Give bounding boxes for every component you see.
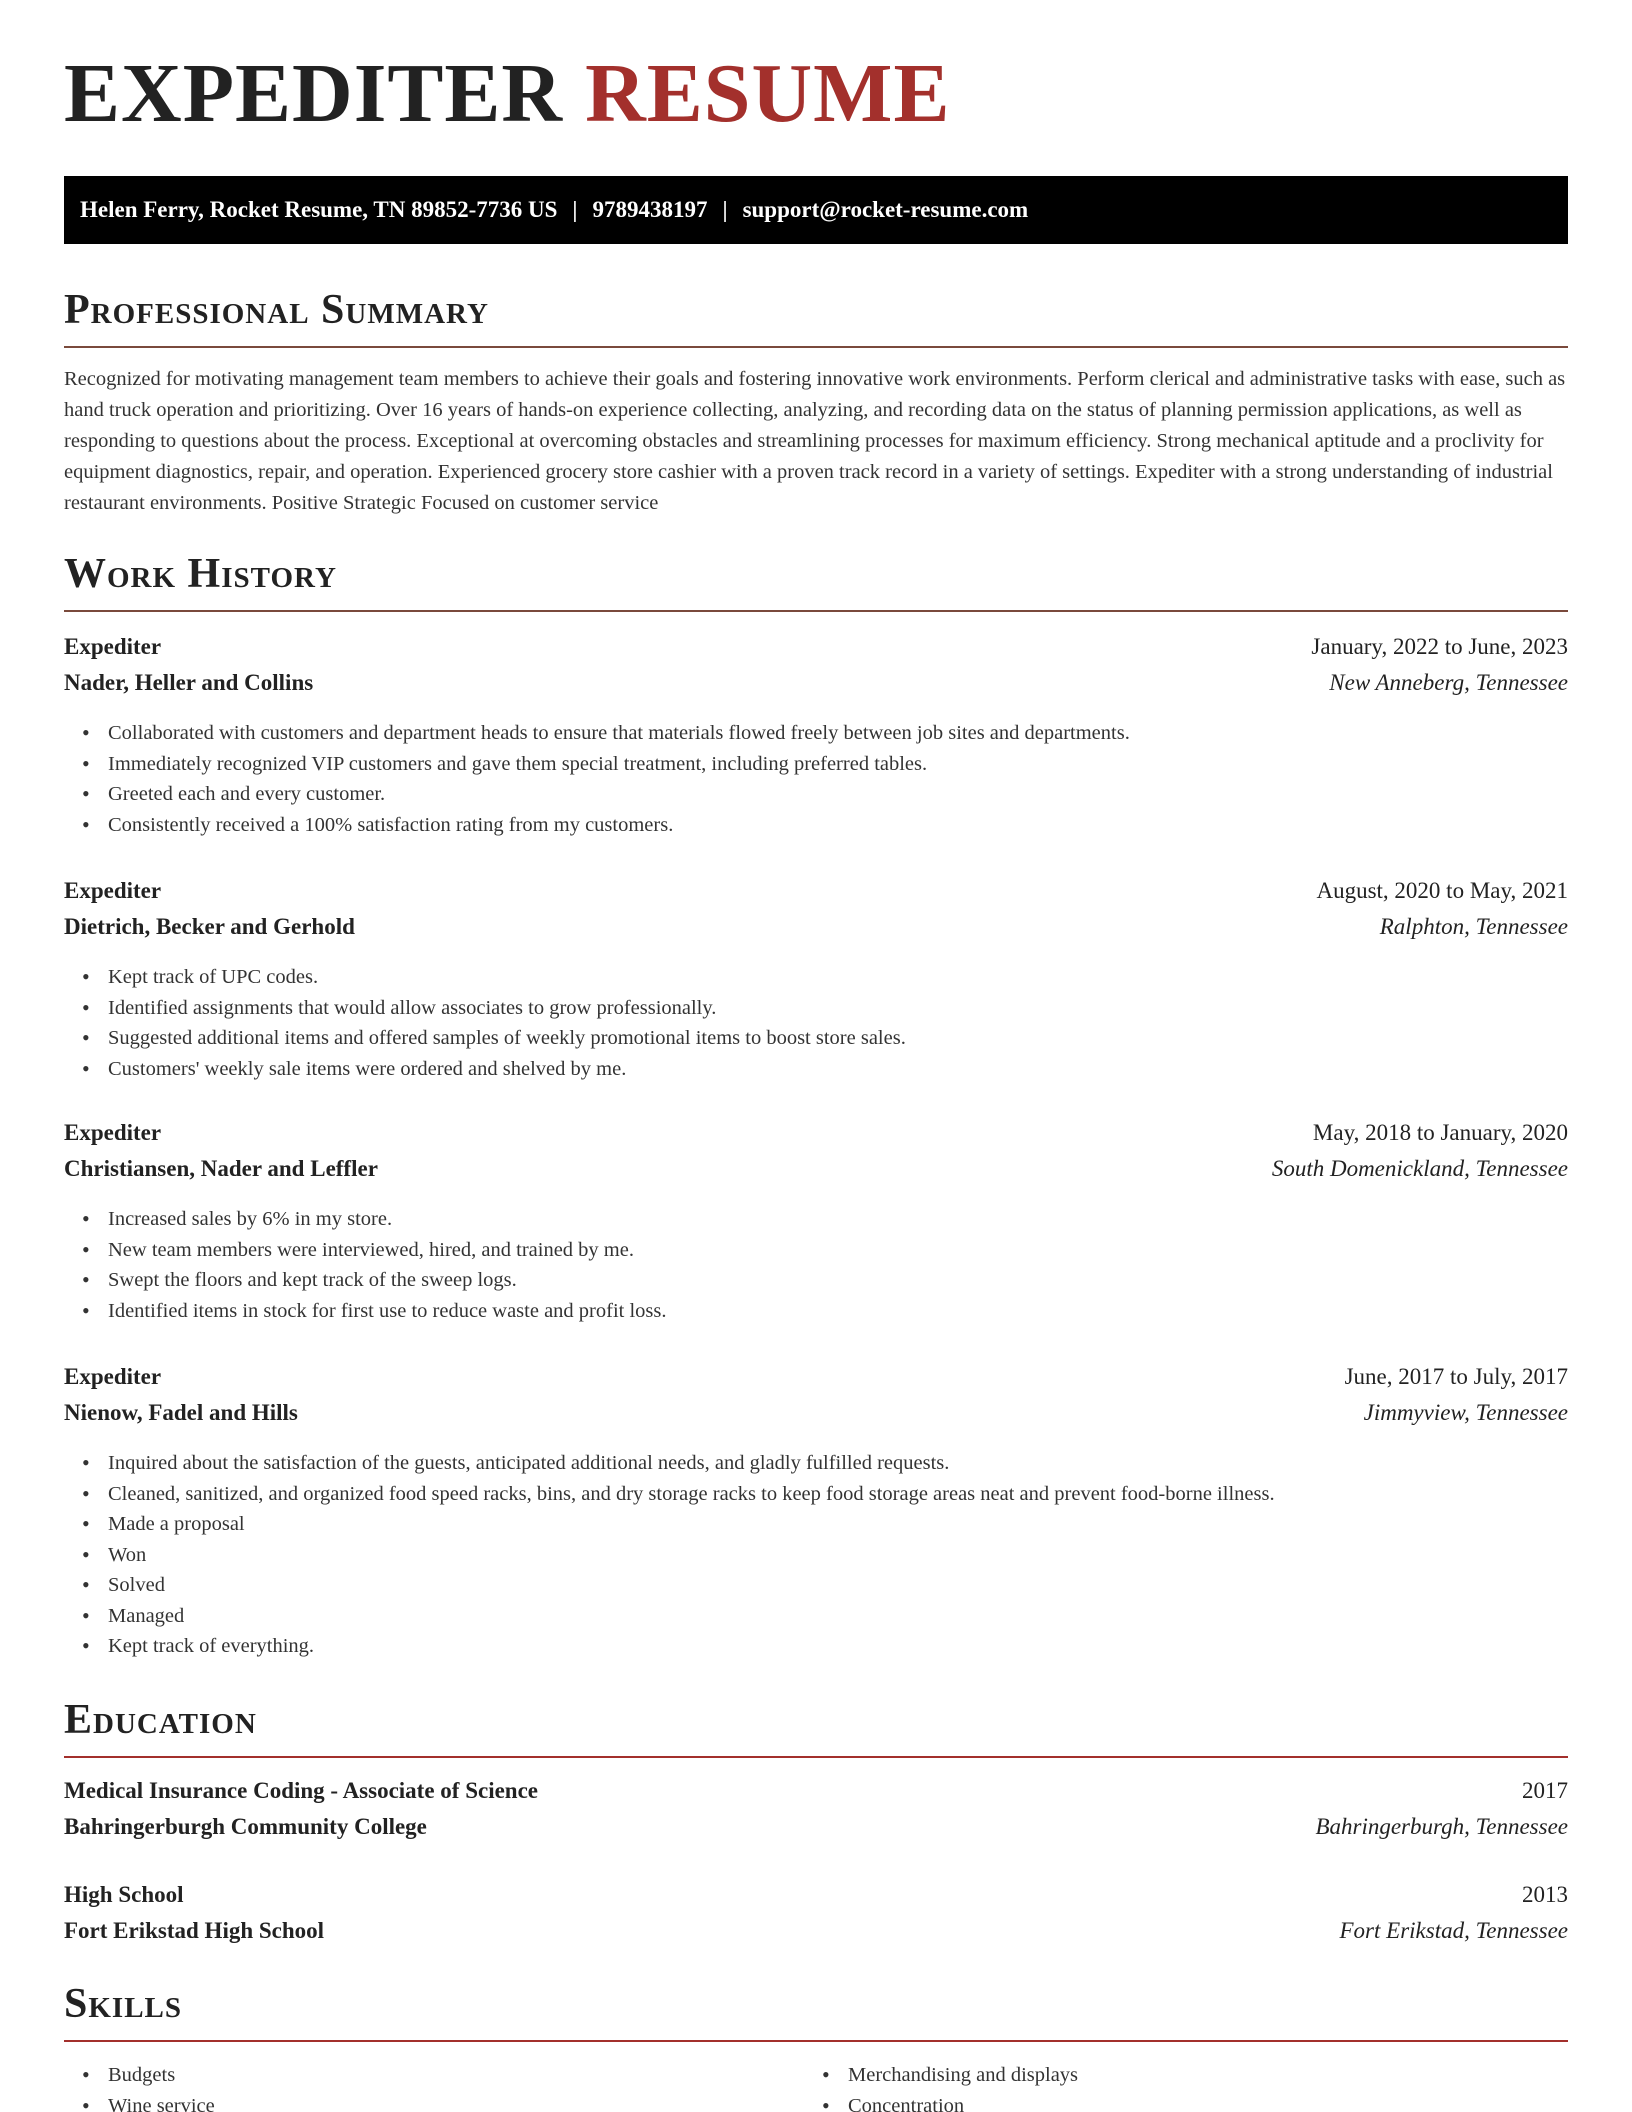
job-company: Nienow, Fadel and Hills [64,1400,298,1425]
job-duty: • Increased sales by 6% in my store. [82,1204,1568,1235]
skills-list [804,2060,1544,2112]
job-duty: • Identified items in stock for first use to reduce waste and profit loss. [82,1296,1568,1327]
education-entry [64,1778,1568,1850]
education-school: Bahringerburgh Community College [64,1814,427,1839]
job-duty: • Consistently received a 100% satisfaction rating from my customers. [82,810,1568,841]
job-duty: • Swept the floors and kept track of the sweep logs. [82,1265,1568,1296]
section-title-summary: Professional Summary [64,287,489,333]
job-duty: • Inquired about the satisfaction of the guests, anticipated additional needs, and gladly fulfilled requests. [82,1448,1568,1479]
contact-phone: 9789438197 [592,197,708,222]
job-duty: • Customers' weekly sale items were ordered and shelved by me. [82,1054,1568,1085]
job-duty: • Kept track of everything. [82,1631,1568,1662]
section-title-work-history: Work History [64,551,337,597]
skill-item: • Merchandising and displays [822,2060,1544,2091]
education-entry [64,1882,1568,1954]
job-duty: • Collaborated with customers and department heads to ensure that materials flowed freely between job sites and departments. [82,718,1568,749]
education-section [64,1698,1568,1758]
job-company: Christiansen, Nader and Leffler [64,1156,378,1181]
job-company: Nader, Heller and Collins [64,670,314,695]
job-duty: • Kept track of UPC codes. [82,962,1568,993]
education-year: 2017 [1522,1778,1568,1803]
job-dates: August, 2020 to May, 2021 [1316,878,1568,903]
job-company: Dietrich, Becker and Gerhold [64,914,355,939]
summary-text: Recognized for motivating management team members to achieve their goals and fostering innovative work environments. Perform clerical and administrative tasks with ease, such as hand truck operation and prioritizing. Over 16 years of hands-on experience collecting, analyzing, and recording data on the status of planning permission applications, as well as responding to questions about the process. Exceptional at overcoming obstacles and streamlining processes for maximum efficiency. Strong mechanical aptitude and a proclivity for equipment diagnostics, repair, and operation. Experienced grocery store cashier with a proven track record in a variety of settings. Expediter with a strong understanding of industrial restaurant environments. Positive Strategic Focused on customer service [64,368,1566,515]
job-location: South Domenickland, Tennessee [1271,1156,1568,1181]
job-duty: • Cleaned, sanitized, and organized food speed racks, bins, and dry storage racks to keep food storage areas neat and prevent food-borne illness. [82,1479,1568,1510]
education-school: Fort Erikstad High School [64,1918,325,1943]
skill-item: • Concentration [822,2091,1544,2112]
job-dates: May, 2018 to January, 2020 [1312,1120,1568,1145]
job-duties-list [64,1448,1568,1662]
work-history-section [64,552,1568,612]
job-role: Expediter [64,1364,162,1389]
job-location: Ralphton, Tennessee [1379,914,1568,939]
job-dates: January, 2022 to June, 2023 [1311,634,1568,659]
title-resume: RESUME [585,47,951,140]
contact-separator: | [722,197,728,222]
job-duty: • Won [82,1540,1568,1571]
job-entry [64,1364,1568,1662]
job-duties-list [64,962,1568,1084]
section-title-education: Education [64,1697,257,1743]
job-duty: • Suggested additional items and offered samples of weekly promotional items to boost store sales. [82,1023,1568,1054]
job-duties-list [64,718,1568,840]
education-degree: High School [64,1882,184,1907]
skills-section [64,1982,1568,2112]
job-duty: • Solved [82,1570,1568,1601]
job-role: Expediter [64,1120,162,1145]
job-dates: June, 2017 to July, 2017 [1344,1364,1568,1389]
education-location: Fort Erikstad, Tennessee [1339,1918,1568,1943]
contact-bar [64,176,1568,244]
skills-column-right [804,2060,1544,2112]
contact-email[interactable]: support@rocket-resume.com [742,197,1029,222]
education-location: Bahringerburgh, Tennessee [1315,1814,1568,1839]
section-divider [64,1756,1568,1758]
job-duty: • Made a proposal [82,1509,1568,1540]
resume-title [64,47,951,140]
section-divider [64,2040,1568,2042]
contact-separator: | [572,197,578,222]
job-location: Jimmyview, Tennessee [1363,1400,1568,1425]
job-entry [64,634,1568,840]
education-year: 2013 [1522,1882,1568,1907]
job-duty: • Greeted each and every customer. [82,779,1568,810]
job-duty: • Identified assignments that would allow associates to grow professionally. [82,993,1568,1024]
section-divider [64,346,1568,348]
job-location: New Anneberg, Tennessee [1329,670,1568,695]
job-duty: • Immediately recognized VIP customers and gave them special treatment, including preferred tables. [82,749,1568,780]
skills-columns [64,2060,1568,2112]
job-role: Expediter [64,878,162,903]
skill-item: • Budgets [82,2060,804,2091]
job-entry [64,1120,1568,1326]
summary-section [64,288,1568,519]
education-degree: Medical Insurance Coding - Associate of Science [64,1778,539,1803]
job-role: Expediter [64,634,162,659]
job-duty: • New team members were interviewed, hired, and trained by me. [82,1235,1568,1266]
section-divider [64,610,1568,612]
skills-list [64,2060,804,2112]
skills-column-left [64,2060,804,2112]
section-title-skills: Skills [64,1981,183,2027]
title-job: EXPEDITER [64,47,564,140]
skill-item: • Wine service [82,2091,804,2112]
job-entry [64,878,1568,1084]
contact-address: Helen Ferry, Rocket Resume, TN 89852-7736 US [80,197,558,222]
job-duty: • Managed [82,1601,1568,1632]
job-duties-list [64,1204,1568,1326]
